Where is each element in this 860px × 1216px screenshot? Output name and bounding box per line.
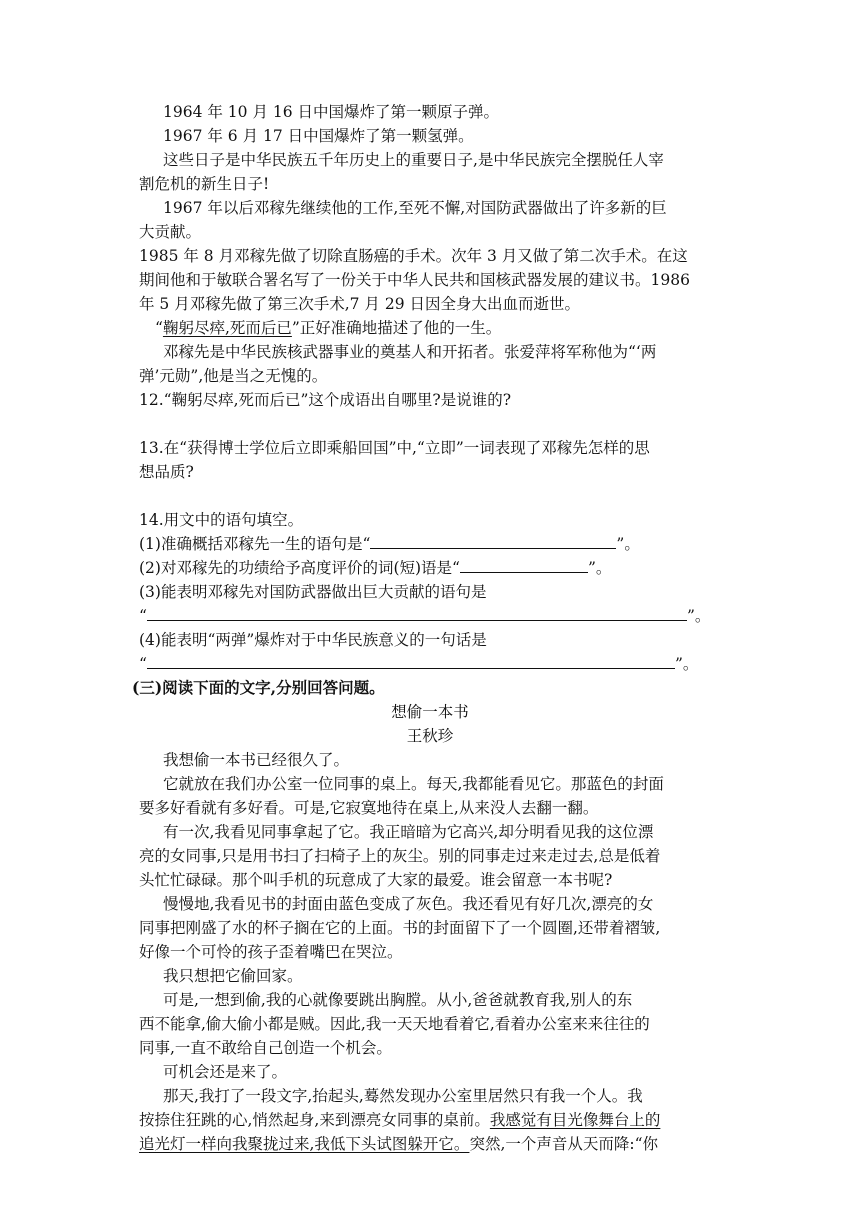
open-quote: “ <box>139 607 147 625</box>
article-para-3-line1: 有一次,我看见同事拿起了它。我正暗暗为它高兴,却分明看见我的这位漂 <box>163 823 654 841</box>
article-title: 想偷一本书 <box>391 703 469 721</box>
question-14-3-answer <box>139 605 710 627</box>
question-14-4-answer <box>139 653 698 675</box>
paragraph-founder-line2: 弹’元勋”,他是当之无愧的。 <box>139 367 328 385</box>
paragraph-surgery-line3: 年 5 月邓稼先做了第三次手术,7 月 29 日因全身大出血而逝世。 <box>139 295 581 313</box>
paragraph-surgery-line2: 期间他和于敏联合署名写了一份关于中华人民共和国核武器发展的建议书。1986 <box>139 271 690 289</box>
question-14-1-close: ”。 <box>616 535 640 553</box>
question-14-2 <box>139 557 611 579</box>
article-para-1: 我想偷一本书已经很久了。 <box>163 751 350 769</box>
article-para-4-line2: 同事把刚盛了水的杯子搁在它的上面。书的封面留下了一个圆圈,还带着褶皱, <box>139 919 661 937</box>
article-para-2-line2: 要多好看就有多好看。可是,它寂寞地待在桌上,从来没人去翻一翻。 <box>139 799 599 817</box>
question-14-4: (4)能表明“两弹”爆炸对于中华民族意义的一句话是 <box>139 631 487 649</box>
article-para-4-line1: 慢慢地,我看见书的封面由蓝色变成了灰色。我还看见有好几次,漂亮的女 <box>163 895 654 913</box>
article-para-8-text-end: 突然,一个声音从天而降:“你 <box>469 1135 659 1153</box>
question-14-1-prompt: (1)准确概括邓稼先一生的语句是“ <box>139 535 371 553</box>
close-quote: ”。 <box>686 607 711 625</box>
answer-blank-14-4[interactable] <box>147 653 675 669</box>
article-para-8-text: 按捺住狂跳的心,悄然起身,来到漂亮女同事的桌前。 <box>139 1111 490 1129</box>
question-13-line2: 想品质? <box>139 463 194 481</box>
answer-blank-14-1[interactable] <box>370 533 616 549</box>
paragraph-important-days-line1: 这些日子是中华民族五千年历史上的重要日子,是中华民族完全摆脱任人宰 <box>163 151 664 169</box>
paragraph-after-1967-line1: 1967 年以后邓稼先继续他的工作,至死不懈,对国防武器做出了许多新的巨 <box>163 199 667 217</box>
article-para-8-line1: 那天,我打了一段文字,抬起头,蓦然发现办公室里居然只有我一个人。我 <box>163 1087 643 1105</box>
article-para-6-line2: 西不能拿,偷大偷小都是贼。因此,我一天天地看着它,看着办公室来来往往的 <box>139 1015 650 1033</box>
article-author: 王秋珍 <box>406 727 454 745</box>
article-para-8-line2 <box>139 1109 660 1131</box>
question-14-2-close: ”。 <box>587 559 612 577</box>
section3-heading: (三)阅读下面的文字,分别回答问题。 <box>132 678 385 697</box>
paragraph-idiom <box>155 317 501 339</box>
article-para-6-line1: 可是,一想到偷,我的心就像要跳出胸膛。从小,爸爸就教育我,别人的东 <box>163 991 633 1009</box>
answer-blank-14-3[interactable] <box>147 605 687 621</box>
question-12: 12.“鞠躬尽瘁,死而后已”这个成语出自哪里?是说谁的? <box>139 391 512 409</box>
question-13-line1: 13.在“获得博士学位后立即乘船回国”中,“立即”一词表现了邓稼先怎样的思 <box>139 439 650 457</box>
close-quote: ”。 <box>674 655 699 673</box>
article-para-3-line2: 亮的女同事,只是用书扫了扫椅子上的灰尘。别的同事走过来走过去,总是低着 <box>139 847 661 865</box>
question-14-1 <box>139 533 640 555</box>
underlined-sentence-part2: 追光灯一样向我聚拢过来,我低下头试图躲开它。 <box>139 1135 470 1153</box>
underlined-sentence-part1: 我感觉有目光像舞台上的 <box>489 1111 661 1129</box>
idiom-rest: ”正好准确地描述了他的一生。 <box>291 319 502 337</box>
paragraph-important-days-line2: 割危机的新生日子! <box>139 175 270 193</box>
question-14-2-prompt: (2)对邓稼先的功绩给予高度评价的词(短)语是“ <box>139 559 460 577</box>
answer-blank-14-2[interactable] <box>460 557 588 573</box>
article-para-3-line3: 头忙忙碌碌。那个叫手机的玩意成了大家的最爱。谁会留意一本书呢? <box>139 871 613 889</box>
paragraph-founder-line1: 邓稼先是中华民族核武器事业的奠基人和开拓者。张爱萍将军称他为“‘两 <box>163 343 657 361</box>
paragraph-atomic-bomb: 1964 年 10 月 16 日中国爆炸了第一颗原子弹。 <box>163 103 500 121</box>
idiom-open-quote: “ <box>155 319 163 337</box>
paragraph-hydrogen-bomb: 1967 年 6 月 17 日中国爆炸了第一颗氢弹。 <box>163 127 474 145</box>
question-14: 14.用文中的语句填空。 <box>139 511 304 529</box>
paragraph-after-1967-line2: 大贡献。 <box>139 223 202 241</box>
open-quote: “ <box>139 655 147 673</box>
article-para-2-line1: 它就放在我们办公室一位同事的桌上。每天,我都能看见它。那蓝色的封面 <box>163 775 664 793</box>
article-para-4-line3: 好像一个可怜的孩子歪着嘴巴在哭泣。 <box>139 943 403 961</box>
article-para-8-line3 <box>139 1133 658 1155</box>
idiom-underlined: 鞠躬尽瘁,死而后已 <box>162 319 292 337</box>
article-para-7: 可机会还是来了。 <box>163 1063 288 1081</box>
question-14-3: (3)能表明邓稼先对国防武器做出巨大贡献的语句是 <box>139 583 487 601</box>
article-para-5: 我只想把它偷回家。 <box>163 967 303 985</box>
article-para-6-line3: 同事,一直不敢给自己创造一个机会。 <box>139 1039 392 1057</box>
paragraph-surgery-line1: 1985 年 8 月邓稼先做了切除直肠癌的手术。次年 3 月又做了第二次手术。在这 <box>139 247 688 265</box>
